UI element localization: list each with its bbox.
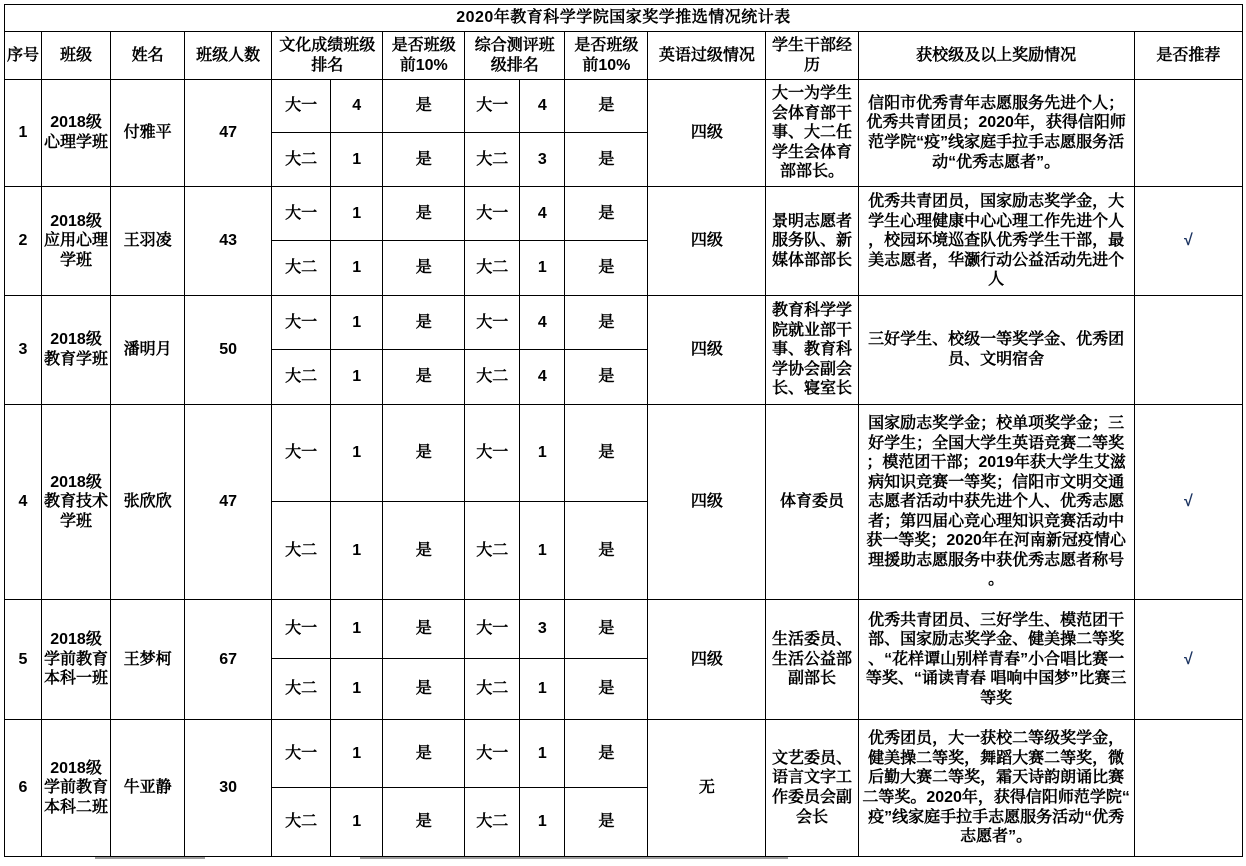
cell-comp-top10[interactable]: 是 [565,600,648,659]
header-comprehensive-rank[interactable]: 综合测评班级排名 [465,32,565,80]
cell-class[interactable]: 2018级心理学班 [42,80,111,187]
cell-comp-grade-label[interactable]: 大一 [465,80,520,133]
cell-cultural-rank[interactable]: 1 [331,187,383,241]
header-class[interactable]: 班级 [42,32,111,80]
cell-grade-label[interactable]: 大二 [272,133,331,187]
gridline-remnant [360,857,788,859]
cell-comp-rank[interactable]: 4 [520,296,565,350]
cell-recommend[interactable] [1134,405,1242,600]
cell-cultural-top10[interactable]: 是 [383,241,465,296]
cell-english-level[interactable]: 四级 [648,405,766,600]
cell-recommend[interactable] [1134,80,1242,187]
cell-no[interactable]: 3 [5,296,42,405]
cell-cadre-experience[interactable]: 体育委员 [766,405,858,600]
cell-cultural-top10[interactable]: 是 [383,350,465,405]
cell-student-name[interactable]: 付雅平 [111,80,185,187]
header-name[interactable]: 姓名 [111,32,185,80]
cell-comp-rank[interactable]: 1 [520,405,565,502]
cell-awards[interactable]: 三好学生、校级一等奖学金、优秀团员、文明宿舍 [858,296,1134,405]
cell-grade-label[interactable]: 大一 [272,296,331,350]
cell-english-level[interactable]: 四级 [648,296,766,405]
cell-grade-label[interactable]: 大二 [272,350,331,405]
cell-comp-grade-label[interactable]: 大二 [465,133,520,187]
cell-comp-top10[interactable]: 是 [565,133,648,187]
cell-cultural-top10[interactable]: 是 [383,133,465,187]
cell-comp-grade-label[interactable]: 大二 [465,502,520,600]
cell-comp-grade-label[interactable]: 大一 [465,405,520,502]
cell-cultural-top10[interactable]: 是 [383,788,465,857]
cell-class[interactable]: 2018级教育学班 [42,296,111,405]
cell-comp-grade-label[interactable]: 大一 [465,296,520,350]
cell-comp-top10[interactable]: 是 [565,788,648,857]
cell-comp-grade-label[interactable]: 大二 [465,659,520,720]
cell-cultural-rank[interactable]: 1 [331,502,383,600]
cell-class-size[interactable]: 47 [185,405,272,600]
cell-student-name[interactable]: 潘明月 [111,296,185,405]
cell-grade-label[interactable]: 大一 [272,405,331,502]
cell-cultural-top10[interactable]: 是 [383,187,465,241]
cell-cultural-rank[interactable]: 1 [331,296,383,350]
cell-class-size[interactable]: 47 [185,80,272,187]
checkmark: √ [1183,493,1193,511]
cell-comp-rank[interactable]: 3 [520,600,565,659]
cell-class[interactable]: 2018级应用心理学班 [42,187,111,296]
cell-class-size[interactable]: 30 [185,720,272,857]
cell-no[interactable]: 5 [5,600,42,720]
cell-cultural-top10[interactable]: 是 [383,80,465,133]
cell-comp-top10[interactable]: 是 [565,187,648,241]
table-row [5,296,1243,350]
table-row [5,600,1243,659]
cell-student-name[interactable]: 牛亚静 [111,720,185,857]
cell-awards[interactable]: 优秀共青团员、三好学生、模范团干部、国家励志奖学金、健美操二等奖、“花样谭山别样青春”小合唱比赛一等奖、“诵读青春 唱响中国梦”比赛三等奖 [858,600,1134,720]
cell-comp-grade-label[interactable]: 大二 [465,350,520,405]
table-row [5,405,1243,502]
header-awards[interactable]: 获校级及以上奖励情况 [858,32,1134,80]
cell-cadre-experience[interactable]: 景明志愿者服务队、新媒体部部长 [766,187,858,296]
cell-comp-top10[interactable]: 是 [565,502,648,600]
cell-comp-rank[interactable]: 1 [520,241,565,296]
cell-english-level[interactable]: 无 [648,720,766,857]
cell-grade-label[interactable]: 大一 [272,80,331,133]
cell-comp-rank[interactable]: 1 [520,502,565,600]
cell-grade-label[interactable]: 大二 [272,788,331,857]
cell-comp-rank[interactable]: 4 [520,350,565,405]
cell-comp-top10[interactable]: 是 [565,296,648,350]
cell-comp-grade-label[interactable]: 大二 [465,241,520,296]
cell-english-level[interactable]: 四级 [648,187,766,296]
cell-comp-grade-label[interactable]: 大一 [465,720,520,788]
cell-cadre-experience[interactable]: 教育科学学院就业部干事、教育科学协会副会长、寝室长 [766,296,858,405]
cell-no[interactable]: 6 [5,720,42,857]
cell-comp-top10[interactable]: 是 [565,720,648,788]
cell-cultural-rank[interactable]: 1 [331,720,383,788]
cell-comp-rank[interactable]: 1 [520,720,565,788]
cell-recommend[interactable] [1134,187,1242,296]
cell-comp-top10[interactable]: 是 [565,350,648,405]
cell-grade-label[interactable]: 大二 [272,659,331,720]
cell-comp-rank[interactable]: 4 [520,80,565,133]
cell-cultural-top10[interactable]: 是 [383,600,465,659]
cell-grade-label[interactable]: 大二 [272,241,331,296]
cell-awards[interactable]: 优秀共青团员，国家励志奖学金，大学生心理健康中心心理工作先进个人，校园环境巡查队优秀学生干部，最美志愿者，华灏行动公益活动先进个人 [858,187,1134,296]
cell-cultural-rank[interactable]: 4 [331,80,383,133]
cell-class[interactable]: 2018级学前教育本科一班 [42,600,111,720]
cell-cultural-rank[interactable]: 1 [331,659,383,720]
header-cultural-rank[interactable]: 文化成绩班级排名 [272,32,383,80]
cell-english-level[interactable]: 四级 [648,600,766,720]
cell-class[interactable]: 2018级教育技术学班 [42,405,111,600]
gridline-remnant [95,857,205,859]
cell-english-level[interactable]: 四级 [648,80,766,187]
cell-cultural-rank[interactable]: 1 [331,405,383,502]
cell-comp-top10[interactable]: 是 [565,405,648,502]
cell-student-name[interactable]: 张欣欣 [111,405,185,600]
cell-grade-label[interactable]: 大一 [272,600,331,659]
scholarship-table [4,4,1243,857]
cell-cultural-top10[interactable]: 是 [383,502,465,600]
cell-class-size[interactable]: 43 [185,187,272,296]
cell-comp-grade-label[interactable]: 大一 [465,187,520,241]
cell-grade-label[interactable]: 大一 [272,720,331,788]
table-row [5,187,1243,241]
cell-recommend[interactable] [1134,720,1242,857]
cell-cadre-experience[interactable]: 文艺委员、语言文字工作委员会副会长 [766,720,858,857]
cell-cultural-rank[interactable]: 1 [331,241,383,296]
header-no[interactable]: 序号 [5,32,42,80]
table-title[interactable]: 2020年教育科学学院国家奖学推选情况统计表 [5,5,1243,32]
cell-cultural-rank[interactable]: 1 [331,600,383,659]
cell-comp-rank[interactable]: 4 [520,187,565,241]
cell-comp-rank[interactable]: 3 [520,133,565,187]
cell-awards[interactable]: 信阳市优秀青年志愿服务先进个人；优秀共青团员；2020年，获得信阳师范学院“疫”线家庭手拉手志愿服务活动“优秀志愿者”。 [858,80,1134,187]
cell-no[interactable]: 1 [5,80,42,187]
checkmark: √ [1183,650,1193,668]
cell-class-size[interactable]: 50 [185,296,272,405]
cell-comp-top10[interactable]: 是 [565,80,648,133]
cell-comp-top10[interactable]: 是 [565,659,648,720]
cell-cultural-rank[interactable]: 1 [331,133,383,187]
cell-class-size[interactable]: 67 [185,600,272,720]
checkmark: √ [1183,232,1193,250]
cell-cultural-top10[interactable]: 是 [383,720,465,788]
cell-comp-rank[interactable]: 1 [520,659,565,720]
cell-student-name[interactable]: 王羽凌 [111,187,185,296]
cell-awards[interactable]: 优秀团员，大一获校二等级奖学金，健美操二等奖，舞蹈大赛二等奖，微后勤大赛二等奖，霜天诗韵朗诵比赛二等奖。2020年，获得信阳师范学院“疫”线家庭手拉手志愿服务活动“优秀志愿者”。 [858,720,1134,857]
cell-cadre-experience[interactable]: 大一为学生会体育部干事、大二任学生会体育部部长。 [766,80,858,187]
cell-cadre-experience[interactable]: 生活委员、生活公益部副部长 [766,600,858,720]
cell-cultural-top10[interactable]: 是 [383,659,465,720]
cell-cultural-top10[interactable]: 是 [383,405,465,502]
cell-recommend[interactable] [1134,296,1242,405]
cell-cultural-rank[interactable]: 1 [331,350,383,405]
cell-cultural-rank[interactable]: 1 [331,788,383,857]
cell-comp-grade-label[interactable]: 大一 [465,600,520,659]
header-recommend[interactable]: 是否推荐 [1134,32,1242,80]
cell-student-name[interactable]: 王梦柯 [111,600,185,720]
cell-cultural-top10[interactable]: 是 [383,296,465,350]
table-row [5,80,1243,133]
cell-grade-label[interactable]: 大二 [272,502,331,600]
header-english-level[interactable]: 英语过级情况 [648,32,766,80]
cell-comp-grade-label[interactable]: 大二 [465,788,520,857]
header-top10-comprehensive[interactable]: 是否班级前10% [565,32,648,80]
header-class-size[interactable]: 班级人数 [185,32,272,80]
cell-recommend[interactable] [1134,600,1242,720]
cell-awards[interactable]: 国家励志奖学金；校单项奖学金；三好学生；全国大学生英语竞赛二等奖；模范团干部；2019年获大学生艾滋病知识竞赛一等奖；信阳市文明交通志愿者活动中获先进个人、优秀志愿者；第四届心竞心理知识竞赛活动中获一等奖；2020年在河南新冠疫情心理援助志愿服务中获优秀志愿者称号。 [858,405,1134,600]
cell-class[interactable]: 2018级学前教育本科二班 [42,720,111,857]
header-top10-cultural[interactable]: 是否班级前10% [383,32,465,80]
cell-grade-label[interactable]: 大一 [272,187,331,241]
cell-no[interactable]: 2 [5,187,42,296]
cell-no[interactable]: 4 [5,405,42,600]
cell-comp-top10[interactable]: 是 [565,241,648,296]
table-row [5,720,1243,788]
cell-comp-rank[interactable]: 1 [520,788,565,857]
header-cadre-experience[interactable]: 学生干部经历 [766,32,858,80]
